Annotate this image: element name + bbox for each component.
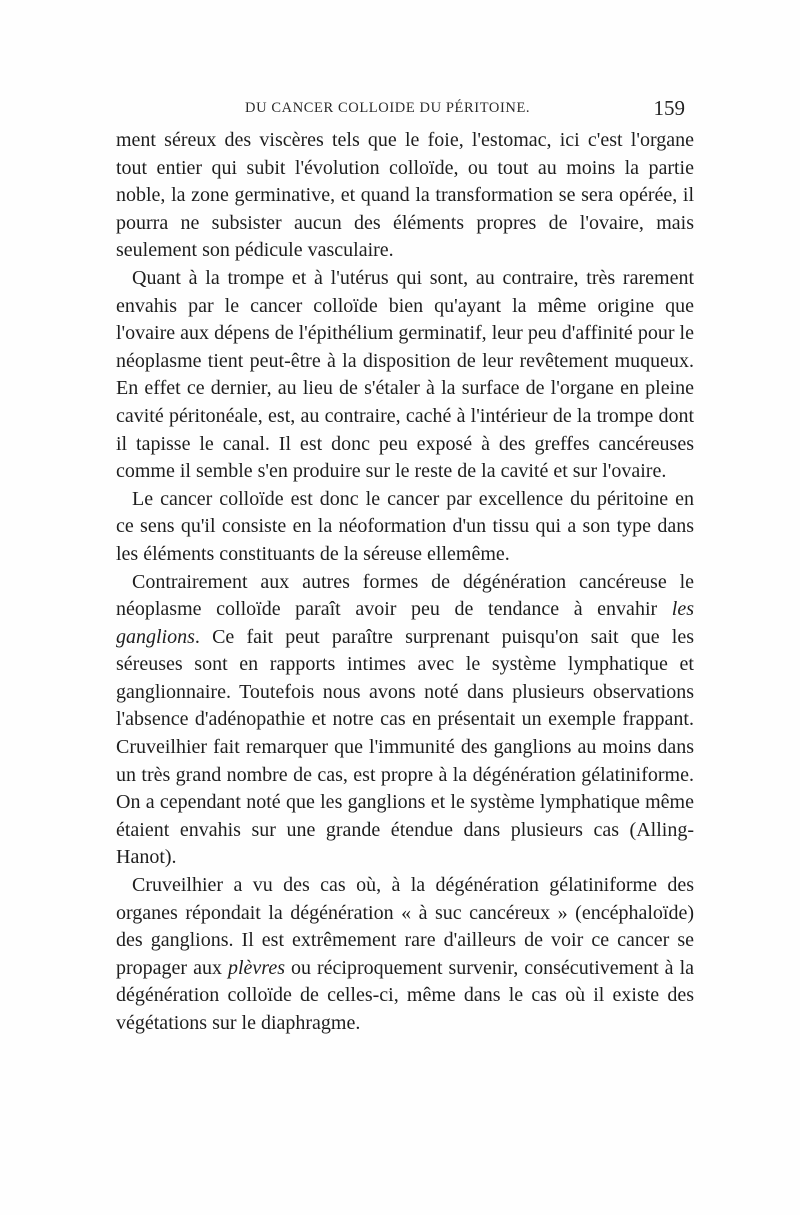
paragraph-text: Quant à la trompe et à l'utérus qui sont, au contraire, très rarement envahis par le cancer colloïde bien qu'ayant la même origine que l'ovaire aux dépens de l'épithélium germinatif, leur peu d'affinité pour le néoplasme tient peut-être à la disposition de leur revêtement muqueux. En effet ce dernier, au lieu de s'étaler à la surface de l'organe en pleine cavité péritonéale, est, au contraire, caché à l'intérieur de la trompe dont il tapisse le canal. Il est donc peu exposé à des greffes cancéreuses comme il semble s'en produire sur le reste de la cavité et sur l'ovaire. bbox=[116, 266, 694, 483]
paragraph-1 bbox=[116, 127, 694, 265]
italic-term: plèvres bbox=[227, 956, 285, 979]
paragraph-text: Cruveilhier a vu des cas où, à la dégénération gélatiniforme des organes répondait la dégénération « à suc cancéreux » (encéphaloïde) des ganglions. Il est extrêmement rare d'ailleurs de voir ce cancer se propager aux bbox=[116, 874, 694, 979]
paragraph-5 bbox=[116, 872, 694, 1038]
paragraph-2 bbox=[116, 265, 694, 486]
paragraph-text: ou réciproquement survenir, consécutivement à la dégénération colloïde de celles-ci, même dans le cas où il existe des végétations sur le diaphragme. bbox=[116, 956, 694, 1034]
paragraph-4 bbox=[116, 569, 694, 873]
running-head bbox=[115, 96, 685, 122]
paragraph-3 bbox=[116, 486, 694, 569]
italic-term: les ganglions bbox=[116, 598, 694, 648]
paragraph-text: Le cancer colloïde est donc le cancer par excellence du péritoine en ce sens qu'il consiste en la néoformation d'un tissu qui a son type dans les éléments constituants de la séreuse ellemême. bbox=[116, 487, 694, 565]
body-text bbox=[116, 127, 694, 1038]
paragraph-text: . Ce fait peut paraître surprenant puisqu'on sait que les séreuses sont en rapports intimes avec le système lymphatique et ganglionnaire. Toutefois nous avons noté dans plusieurs observations l'absence d'adénopathie et notre cas en présentait un exemple frappant. Cruveilhier fait remarquer que l'immunité des ganglions au moins dans un très grand nombre de cas, est propre à la dégénération gélatiniforme. On a cependant noté que les ganglions et le système lymphatique même étaient envahis sur une grande étendue dans plusieurs cas (Alling-Hanot). bbox=[116, 625, 694, 869]
page-number: 159 bbox=[653, 96, 685, 120]
paragraph-text: ment séreux des viscères tels que le foie, l'estomac, ici c'est l'organe tout entier qui subit l'évolution colloïde, ou tout au moins la partie noble, la zone germinative, et quand la transformation se sera opérée, il pourra ne subsister aucun des éléments propres de l'ovaire, mais seulement son pédicule vasculaire. bbox=[116, 129, 694, 262]
running-title: DU CANCER COLLOIDE DU PÉRITOINE. bbox=[245, 100, 531, 116]
paragraph-text: Contrairement aux autres formes de dégénération cancéreuse le néoplasme colloïde paraît avoir peu de tendance à envahir bbox=[116, 570, 694, 621]
